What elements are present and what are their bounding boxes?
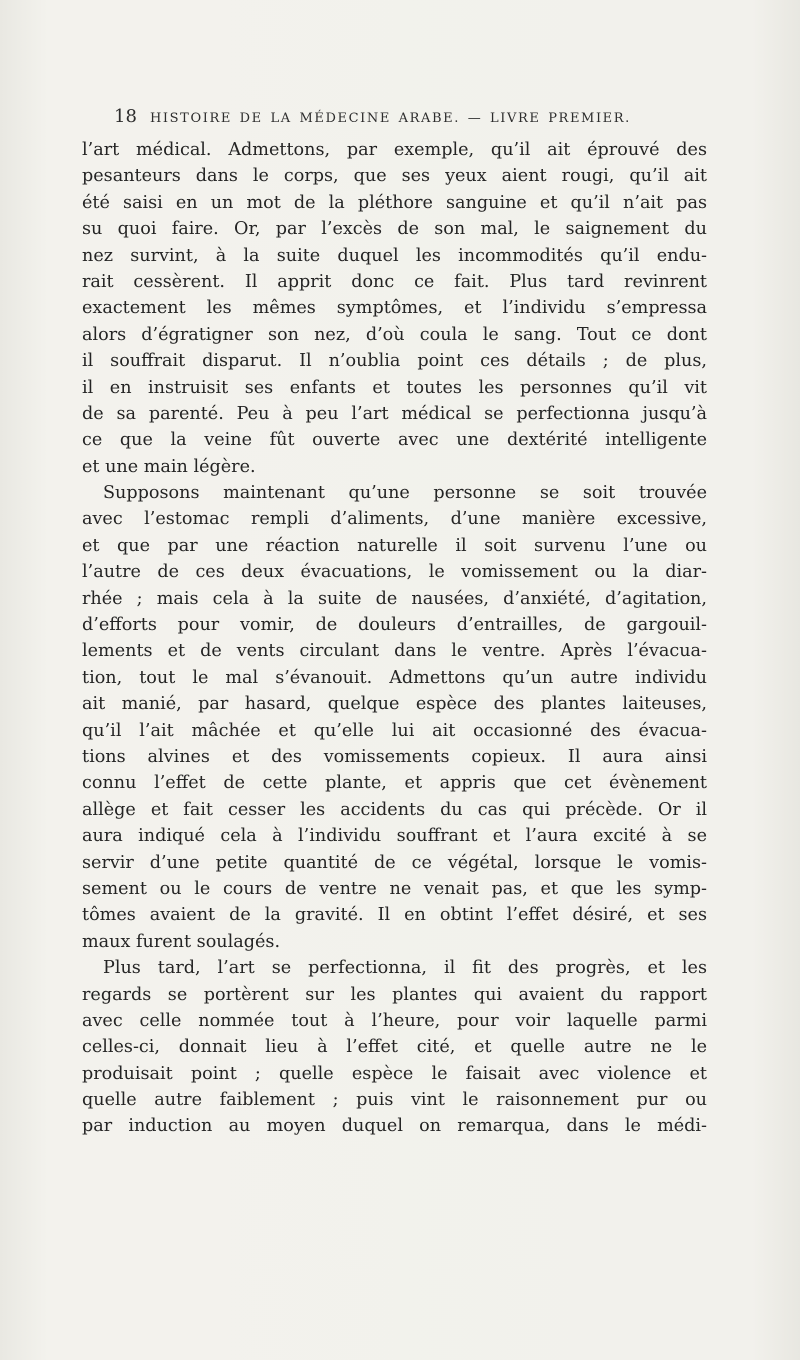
text-line: ce que la veine fût ouverte avec une dextérité intelligente xyxy=(82,430,707,451)
text-line: su quoi faire. Or, par l’excès de son mal, le saignement du xyxy=(82,219,707,240)
text-line: tômes avaient de la gravité. Il en obtint l’effet désiré, et ses xyxy=(82,905,707,926)
text-line: Supposons maintenant qu’une personne se soit trouvée xyxy=(103,483,707,504)
text-line: Plus tard, l’art se perfectionna, il fit des progrès, et les xyxy=(103,958,707,979)
text-line: pesanteurs dans le corps, que ses yeux aient rougi, qu’il ait xyxy=(82,166,707,187)
text-line: rait cessèrent. Il apprit donc ce fait. Plus tard revinrent xyxy=(82,271,707,292)
text-line: de sa parenté. Peu à peu l’art médical se perfectionna jusqu’à xyxy=(82,403,707,424)
text-line: alors d’égratigner son nez, d’où coula le sang. Tout ce dont xyxy=(82,324,707,345)
text-line: regards se portèrent sur les plantes qui avaient du rapport xyxy=(82,984,707,1005)
text-line: servir d’une petite quantité de ce végétal, lorsque le vomis- xyxy=(82,852,707,873)
running-header xyxy=(114,106,674,132)
text-line: sement ou le cours de ventre ne venait pas, et que les symp- xyxy=(82,878,707,899)
text-line: rhée ; mais cela à la suite de nausées, d’anxiété, d’agitation, xyxy=(82,588,707,609)
paragraph-2 xyxy=(82,480,707,955)
text-line: et que par une réaction naturelle il soit survenu l’une ou xyxy=(82,535,707,556)
text-line: lements et de vents circulant dans le ventre. Après l’évacua- xyxy=(82,641,707,662)
text-line: été saisi en un mot de la pléthore sanguine et qu’il n’ait pas xyxy=(82,192,707,213)
text-line: nez survint, à la suite duquel les incommodités qu’il endu- xyxy=(82,245,707,266)
paragraph-1 xyxy=(82,137,707,480)
page-number: 18 xyxy=(114,106,137,127)
text-line: l’autre de ces deux évacuations, le vomissement ou la diar- xyxy=(82,562,707,583)
text-line: quelle autre faiblement ; puis vint le raisonnement pur ou xyxy=(82,1090,707,1111)
text-line: celles-ci, donnait lieu à l’effet cité, et quelle autre ne le xyxy=(82,1037,707,1058)
text-line: aura indiqué cela à l’individu souffrant et l’aura excité à se xyxy=(82,826,707,847)
text-line: maux furent soulagés. xyxy=(82,931,281,952)
text-line: par induction au moyen duquel on remarqua, dans le médi- xyxy=(82,1116,707,1137)
text-line: et une main légère. xyxy=(82,456,256,477)
text-line: exactement les mêmes symptômes, et l’individu s’empressa xyxy=(82,298,707,319)
text-line: qu’il l’ait mâchée et qu’elle lui ait occasionné des évacua- xyxy=(82,720,707,741)
text-line: tions alvines et des vomissements copieux. Il aura ainsi xyxy=(82,746,707,767)
text-line: il en instruisit ses enfants et toutes les personnes qu’il vit xyxy=(82,377,707,398)
text-line: allège et fait cesser les accidents du cas qui précède. Or il xyxy=(82,799,707,820)
text-line: l’art médical. Admettons, par exemple, qu’il ait éprouvé des xyxy=(82,140,707,160)
text-line: tion, tout le mal s’évanouit. Admettons qu’un autre individu xyxy=(82,667,707,688)
paragraph-3 xyxy=(82,955,707,1140)
text-line: avec celle nommée tout à l’heure, pour voir laquelle parmi xyxy=(82,1010,707,1031)
text-line: connu l’effet de cette plante, et appris que cet évènement xyxy=(82,773,707,794)
text-line: avec l’estomac rempli d’aliments, d’une manière excessive, xyxy=(82,509,707,530)
text-line: ait manié, par hasard, quelque espèce des plantes laiteuses, xyxy=(82,694,707,715)
text-line: d’efforts pour vomir, de douleurs d’entrailles, de gargouil- xyxy=(82,615,707,636)
text-line: produisait point ; quelle espèce le faisait avec violence et xyxy=(82,1063,707,1084)
running-title: HISTOIRE DE LA MÉDECINE ARABE. — LIVRE PREMIER. xyxy=(150,111,631,126)
text-line: il souffrait disparut. Il n’oublia point ces détails ; de plus, xyxy=(82,351,707,372)
body-text xyxy=(82,137,707,1140)
